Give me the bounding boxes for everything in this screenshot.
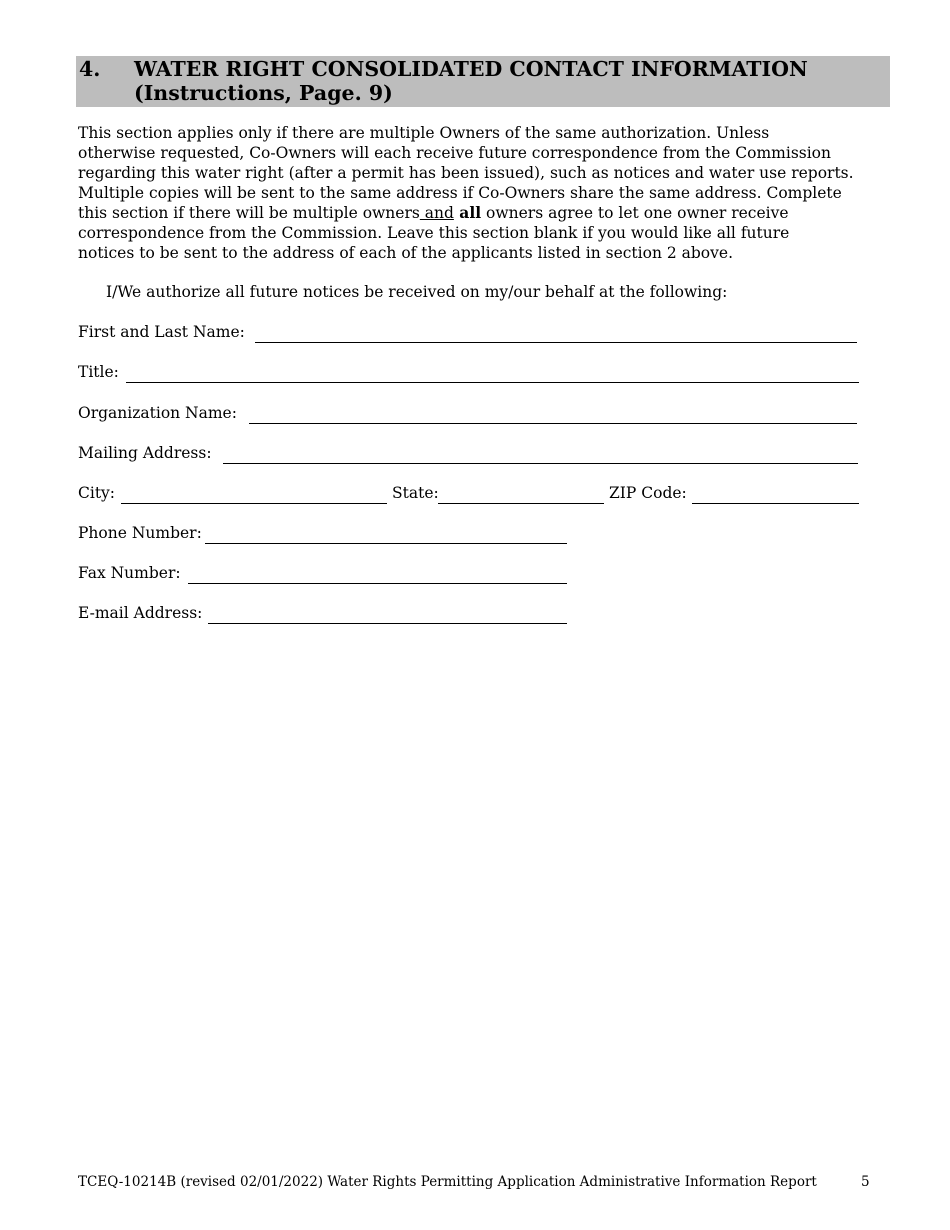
zip-code-label: ZIP Code: (609, 484, 687, 502)
title-row (78, 362, 868, 384)
city-field[interactable] (121, 502, 387, 504)
city-label: City: (78, 484, 116, 502)
mailing-address-row (78, 443, 868, 465)
bold-all: all (453, 203, 482, 222)
intro-text: this section if there will be multiple owners (78, 204, 420, 222)
phone-number-field[interactable] (205, 542, 567, 544)
first-last-name-label: First and Last Name: (78, 323, 245, 341)
phone-number-label: Phone Number: (78, 524, 202, 542)
page-number: 5 (861, 1174, 870, 1190)
organization-name-field[interactable] (249, 422, 857, 424)
intro-line: correspondence from the Commission. Leave this section blank if you would like all future (78, 224, 790, 242)
title-field[interactable] (126, 381, 859, 383)
intro-line: This section applies only if there are multiple Owners of the same authorization. Unless (78, 124, 770, 142)
fax-number-row (78, 563, 578, 585)
email-address-label: E-mail Address: (78, 604, 203, 622)
email-address-field[interactable] (208, 622, 567, 624)
organization-name-row (78, 403, 868, 425)
zip-code-field[interactable] (692, 502, 859, 504)
phone-number-row (78, 523, 578, 545)
first-last-name-field[interactable] (255, 341, 857, 343)
intro-line-mixed (78, 203, 898, 223)
city-state-zip-row (78, 483, 868, 505)
fax-number-field[interactable] (188, 582, 567, 584)
section-number: 4. (79, 57, 101, 81)
section-title (134, 57, 808, 105)
title-label: Title: (78, 363, 119, 381)
authorization-statement: I/We authorize all future notices be received on my/our behalf at the following: (106, 283, 728, 301)
intro-line: regarding this water right (after a permit has been issued), such as notices and water use reports. (78, 164, 854, 182)
intro-paragraph (78, 123, 898, 263)
organization-name-label: Organization Name: (78, 404, 237, 422)
section-title-line2: (Instructions, Page. 9) (134, 81, 393, 105)
intro-line: otherwise requested, Co-Owners will each receive future correspondence from the Commission (78, 144, 831, 162)
section-header (76, 56, 890, 107)
mailing-address-field[interactable] (223, 462, 858, 464)
intro-line: Multiple copies will be sent to the same address if Co-Owners share the same address. Complete (78, 184, 842, 202)
state-label: State: (392, 484, 439, 502)
intro-line: notices to be sent to the address of each of the applicants listed in section 2 above. (78, 244, 733, 262)
underlined-and: and (419, 204, 454, 222)
first-last-name-row (78, 322, 868, 344)
form-footer: TCEQ-10214B (revised 02/01/2022) Water Rights Permitting Application Administrative Information Report (78, 1174, 817, 1190)
fax-number-label: Fax Number: (78, 564, 181, 582)
state-field[interactable] (438, 502, 604, 504)
mailing-address-label: Mailing Address: (78, 444, 212, 462)
section-title-line1: WATER RIGHT CONSOLIDATED CONTACT INFORMATION (134, 57, 808, 81)
intro-text: owners agree to let one owner receive (481, 204, 789, 222)
email-address-row (78, 603, 578, 625)
